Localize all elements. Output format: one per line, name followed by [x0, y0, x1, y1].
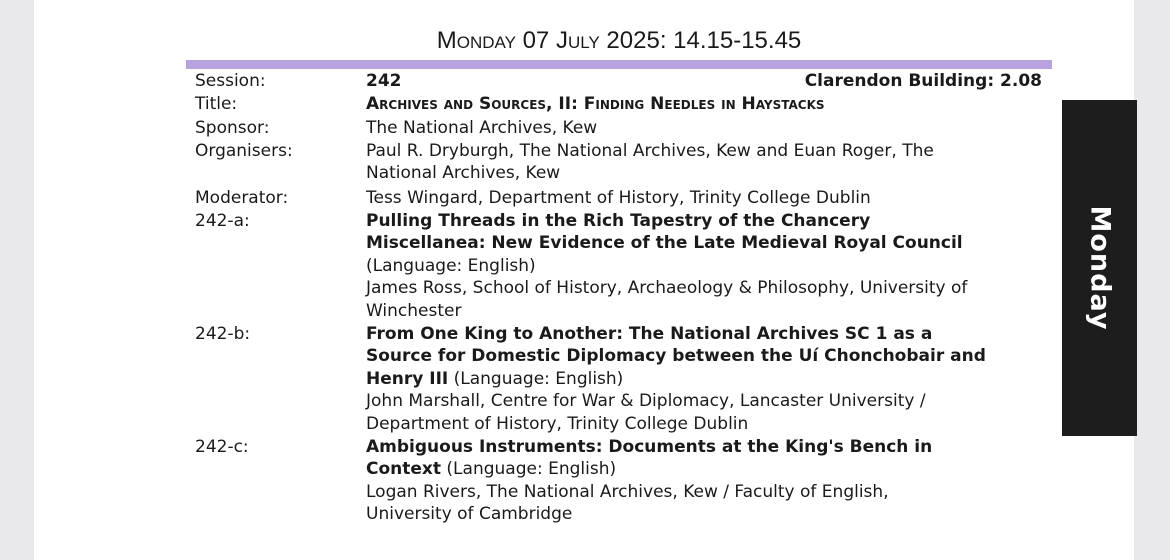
paper-title-line: Miscellanea: New Evidence of the Late Medieval Royal Council	[366, 233, 963, 254]
paper-language: (Language: English)	[366, 255, 536, 276]
paper-row	[186, 436, 1052, 526]
programme-page	[34, 0, 1134, 560]
session-title: Archives and Sources, II: Finding Needles in Haystacks	[366, 93, 825, 114]
organisers-line: Paul R. Dryburgh, The National Archives, Kew and Euan Roger, The	[366, 140, 934, 161]
session-moderator: Tess Wingard, Department of History, Trinity College Dublin	[366, 187, 871, 208]
paper-author-line: Department of History, Trinity College Dublin	[366, 413, 749, 434]
paper-author-line: Logan Rivers, The National Archives, Kew / Faculty of English,	[366, 481, 889, 502]
session-label: Session:	[195, 71, 266, 91]
day-side-tab-label: Monday	[1084, 205, 1115, 331]
paper-author-line: James Ross, School of History, Archaeology & Philosophy, University of	[366, 278, 968, 299]
paper-title-line: Pulling Threads in the Rich Tapestry of the Chancery	[366, 210, 871, 231]
paper-language: (Language: English)	[453, 368, 624, 389]
paper-title-line: Ambiguous Instruments: Documents at the King's Bench in	[366, 436, 933, 457]
session-row	[186, 70, 1052, 93]
heading-rule	[186, 60, 1052, 69]
paper-row	[186, 323, 1052, 436]
organisers-row	[186, 140, 1052, 185]
title-row	[186, 93, 1052, 116]
day-side-tab	[1062, 100, 1137, 436]
moderator-label: Moderator:	[195, 187, 289, 208]
session-number: 242	[366, 71, 402, 91]
paper-author-line: John Marshall, Centre for War & Diplomacy, Lancaster University /	[366, 391, 926, 412]
paper-code: 242-b:	[195, 323, 251, 344]
session-block	[186, 70, 1052, 526]
paper-author-line: Winchester	[366, 300, 462, 321]
moderator-row	[186, 187, 1052, 210]
session-location: Clarendon Building: 2.08	[804, 71, 1042, 91]
paper-code: 242-a:	[195, 210, 250, 231]
paper-title-line: Henry III	[366, 368, 449, 389]
page-heading: Monday 07 July 2025: 14.15-15.45	[436, 27, 802, 54]
sponsor-label: Sponsor:	[195, 118, 270, 139]
title-label: Title:	[195, 93, 238, 114]
paper-title-line: Context	[366, 459, 442, 480]
organisers-line: National Archives, Kew	[366, 163, 561, 184]
paper-code: 242-c:	[195, 436, 249, 457]
paper-author-line: University of Cambridge	[366, 504, 573, 525]
paper-language: (Language: English)	[446, 459, 617, 480]
paper-title-line: Source for Domestic Diplomacy between the Uí Chonchobair and	[366, 346, 986, 367]
paper-row	[186, 210, 1052, 323]
paper-title-line: From One King to Another: The National Archives SC 1 as a	[366, 323, 933, 344]
sponsor-row	[186, 117, 1052, 140]
session-sponsor: The National Archives, Kew	[366, 118, 598, 139]
organisers-label: Organisers:	[195, 140, 293, 161]
